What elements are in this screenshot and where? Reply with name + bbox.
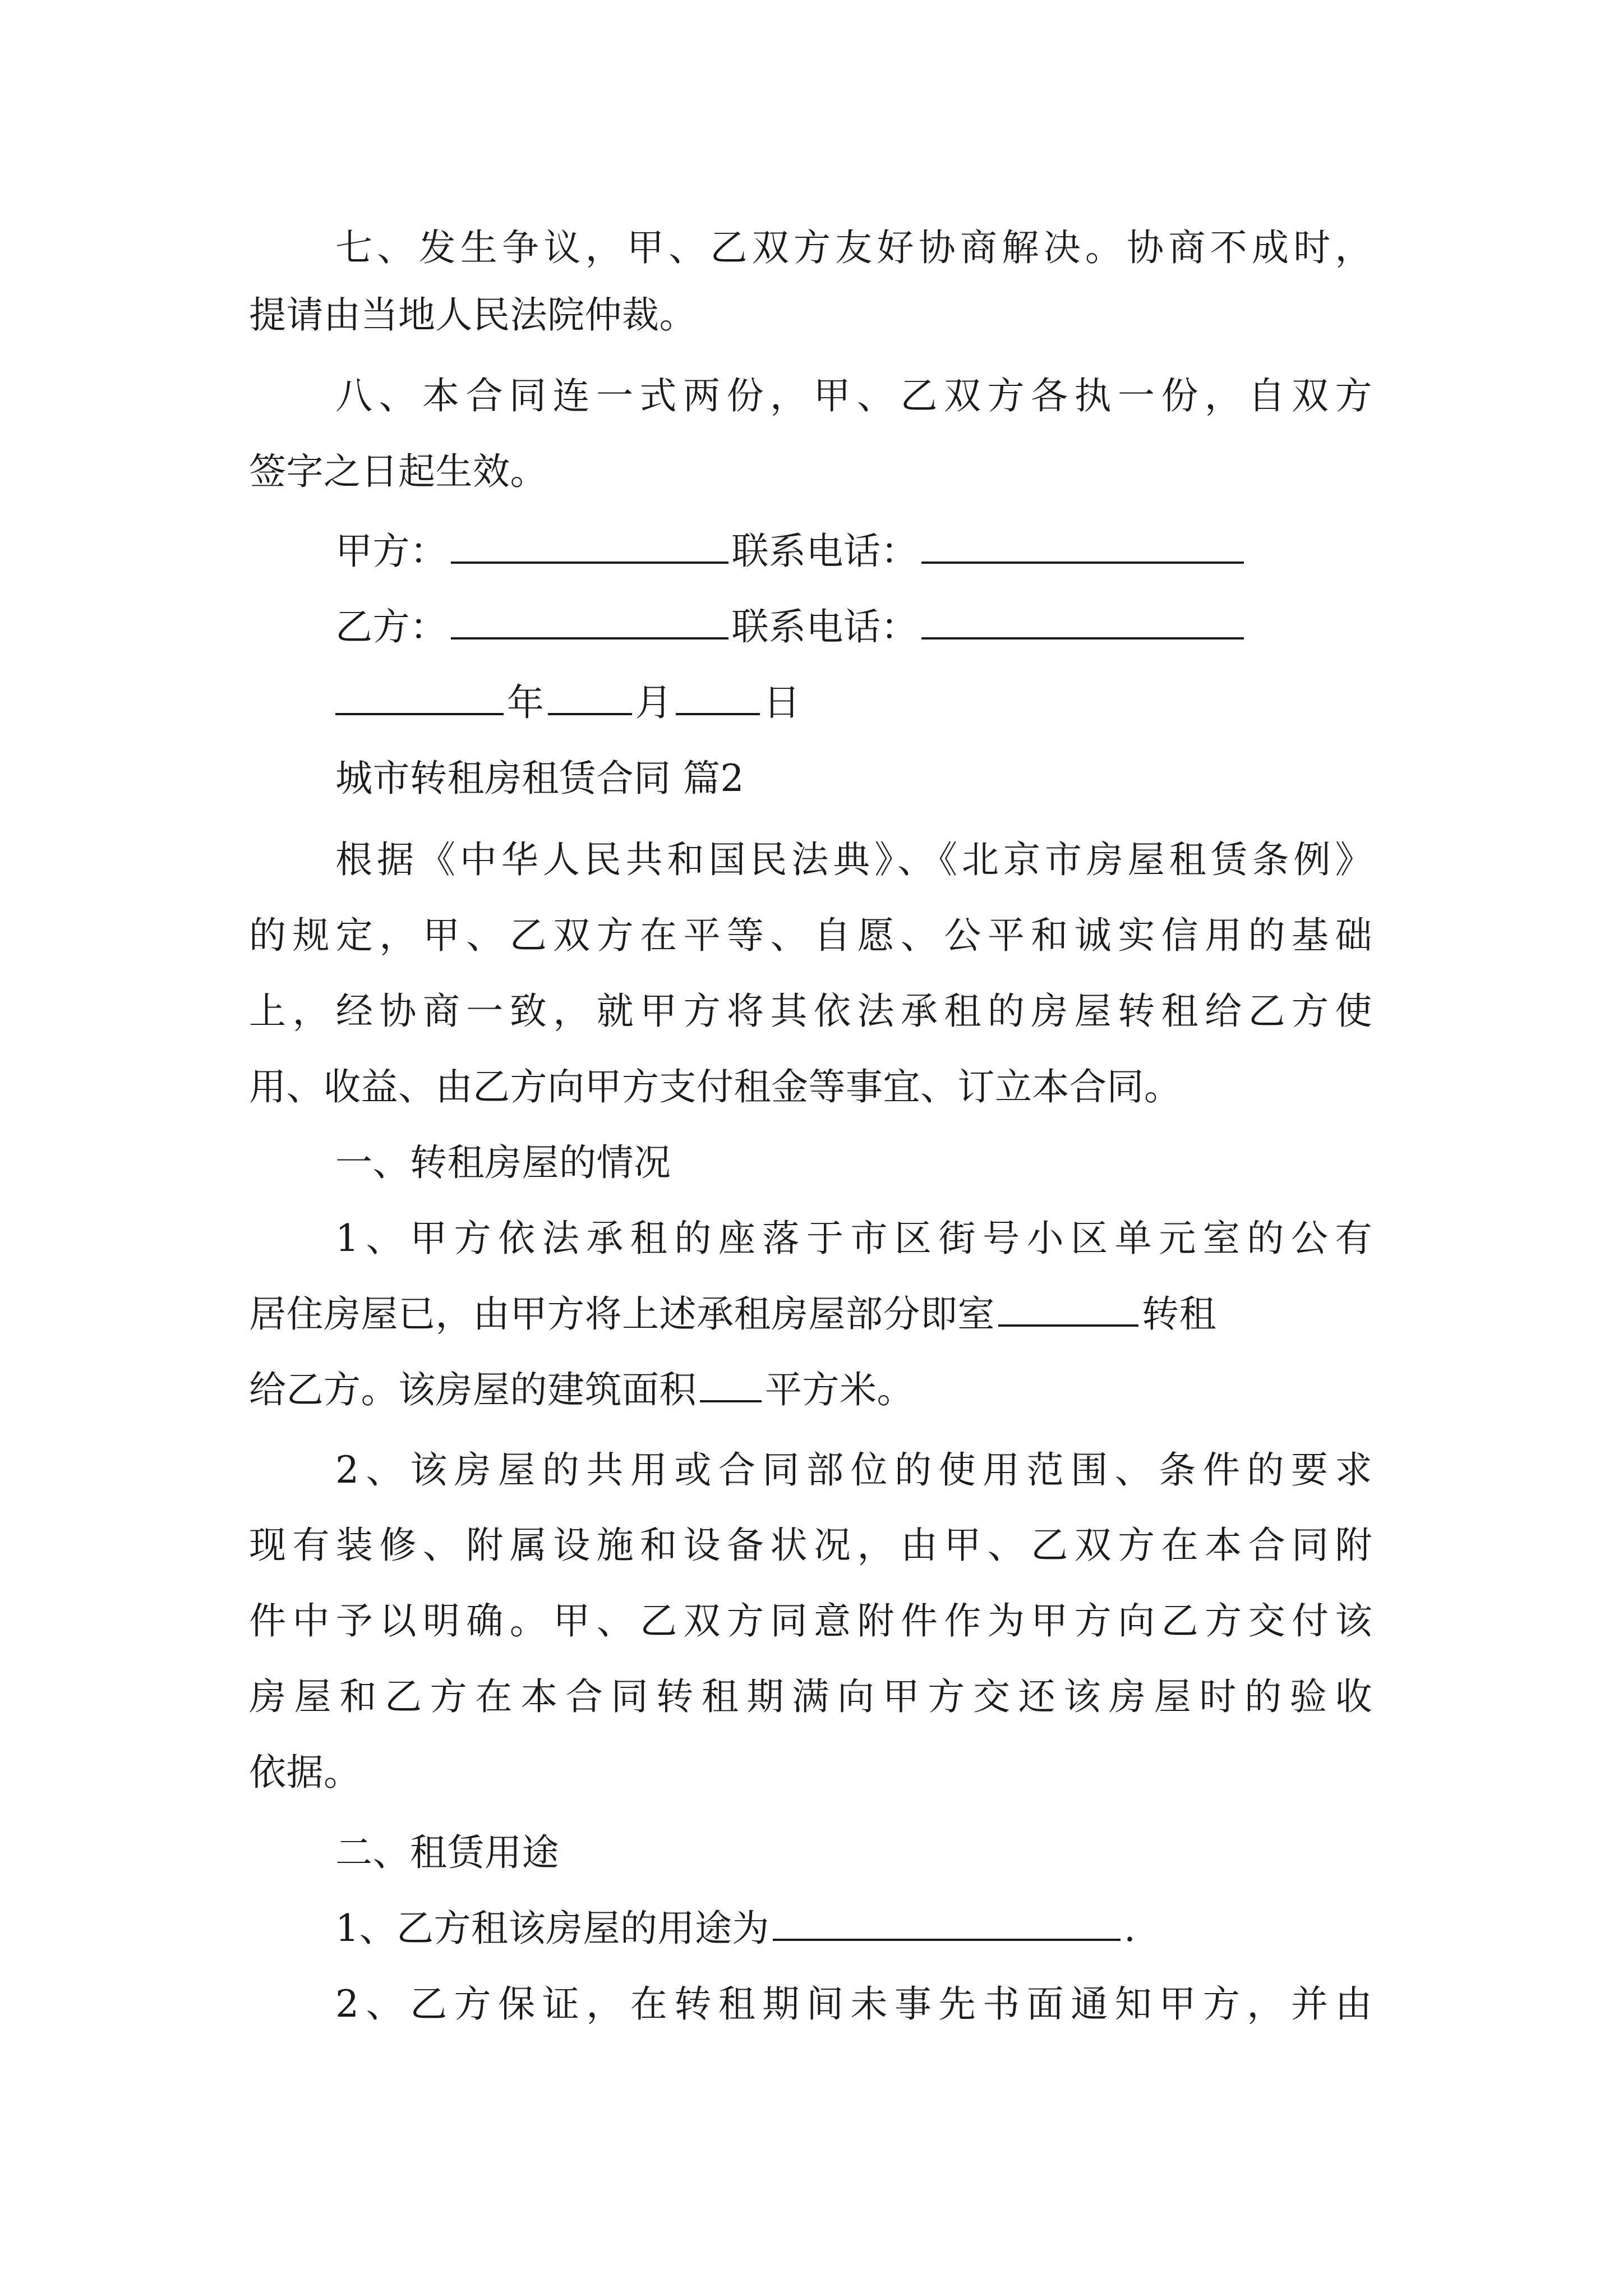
item-2-line-4: 房屋和乙方在本合同转租期满向甲方交还该房屋时的验收: [249, 1675, 1372, 1718]
item-2-line-3: 件中予以明确。甲、乙双方同意附件作为甲方向乙方交付该: [249, 1599, 1372, 1642]
item-1-line-2-text: 居住房屋已，由甲方将上述承租房屋部分即室: [249, 1292, 995, 1336]
year-label: 年: [507, 681, 545, 724]
month-label: 月: [635, 681, 672, 724]
party-a-phone-blank[interactable]: [921, 530, 1244, 564]
party-a-blank[interactable]: [451, 530, 728, 564]
party-b-phone-label: 联系电话：: [731, 605, 918, 648]
party-a-label: 甲方：: [335, 530, 448, 573]
party-b-phone-blank[interactable]: [921, 606, 1244, 639]
item-1-line-2: [249, 1283, 1372, 1345]
month-blank[interactable]: [548, 682, 632, 715]
item-2-line-1: 2、该房屋的共用或合同部位的使用范围、条件的要求: [335, 1448, 1372, 1492]
heading-lease-purpose: 二、租赁用途: [335, 1831, 559, 1874]
item-2-line-2: 现有装修、附属设施和设备状况，由甲、乙双方在本合同附: [249, 1524, 1372, 1567]
preamble-line-3: 上，经协商一致，就甲方将其依法承租的房屋转租给乙方使: [249, 990, 1372, 1033]
party-b-blank[interactable]: [451, 606, 728, 639]
party-b-signature-row: [335, 596, 1247, 658]
heading-sublease-situation: 一、转租房屋的情况: [335, 1141, 671, 1184]
preamble-line-2: 的规定，甲、乙双方在平等、自愿、公平和诚实信用的基础: [249, 914, 1372, 957]
party-a-signature-row: [335, 521, 1247, 582]
party-a-phone-label: 联系电话：: [731, 530, 918, 573]
date-row: [335, 672, 801, 734]
purpose-item-1-period: .: [1124, 1907, 1136, 1950]
day-label: 日: [763, 681, 801, 724]
item-1-line-3: [249, 1359, 914, 1421]
clause-7-line-1: 七、发生争议，甲、乙双方友好协商解决。协商不成时，: [335, 226, 1372, 269]
item-2-line-5: 依据。: [249, 1751, 361, 1794]
clause-7-line-2: 提请由当地人民法院仲裁。: [249, 293, 697, 337]
item-1-line-3-tail: 平方米。: [765, 1368, 914, 1411]
purpose-item-2: 2、乙方保证，在转租期间未事先书面通知甲方，并由: [335, 1982, 1372, 2026]
preamble-line-1: 根据《中华人民共和国民法典》、《北京市房屋租赁条例》: [335, 838, 1372, 881]
year-blank[interactable]: [335, 682, 504, 715]
item-1-line-1: 1、甲方依法承租的座落于市区街号小区单元室的公有: [335, 1217, 1372, 1260]
item-1-line-2-tail: 转租: [1142, 1292, 1216, 1336]
preamble-line-4: 用、收益、由乙方向甲方支付租金等事宜、订立本合同。: [249, 1065, 1182, 1108]
section-2-heading: 城市转租房租赁合同 篇2: [335, 757, 744, 800]
area-blank[interactable]: [700, 1369, 762, 1402]
purpose-item-1-text: 1、乙方租该房屋的用途为: [335, 1907, 769, 1950]
purpose-item-1: [335, 1898, 1136, 1959]
item-1-line-3-text: 给乙方。该房屋的建筑面积: [249, 1368, 697, 1411]
party-b-label: 乙方：: [335, 605, 448, 648]
day-blank[interactable]: [676, 682, 760, 715]
clause-8-line-1: 八、本合同连一式两份，甲、乙双方各执一份，自双方: [335, 374, 1372, 417]
clause-8-line-2: 签字之日起生效。: [249, 450, 547, 493]
room-blank[interactable]: [998, 1293, 1138, 1327]
purpose-blank[interactable]: [773, 1907, 1121, 1941]
